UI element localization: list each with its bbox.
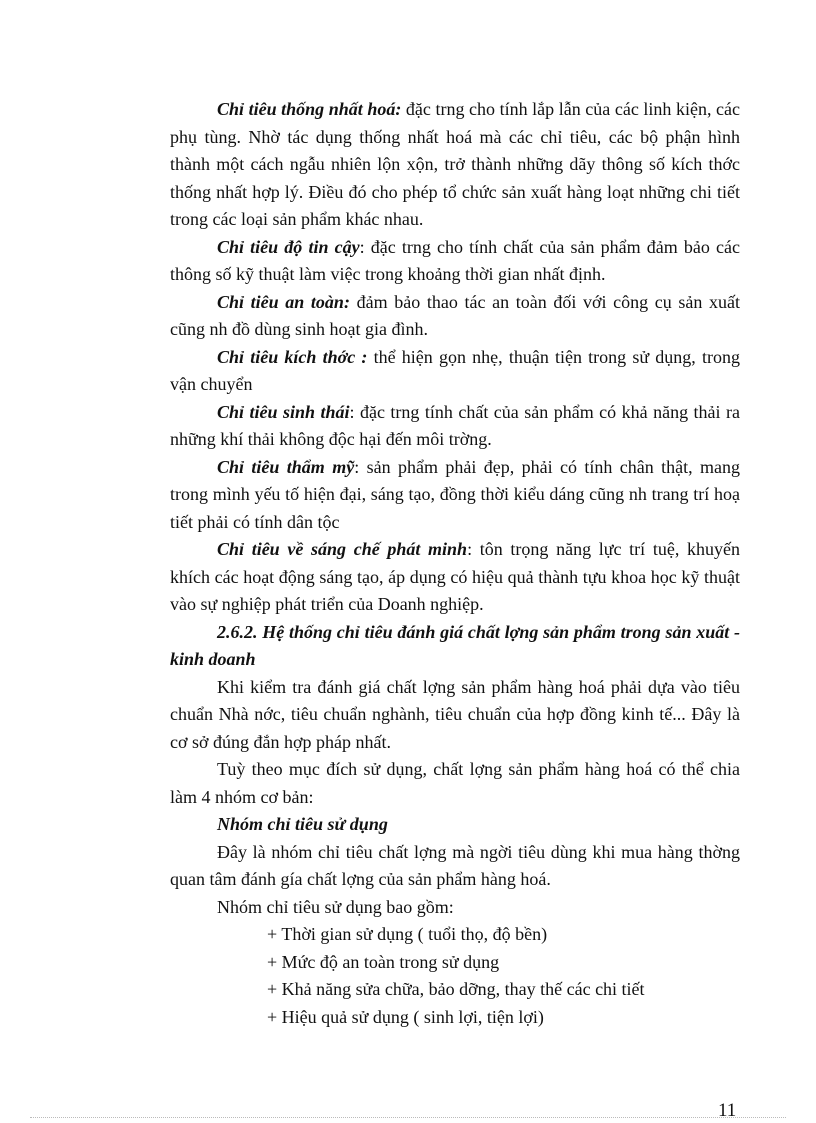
term-unification: Chỉ tiêu thống nhất hoá:: [217, 99, 402, 119]
text-unification: đặc trng cho tính lắp lẫn của các linh kiện, các phụ tùng. Nhờ tác dụng thống nhất hoá mà các chỉ tiêu, các bộ phận hình thành một cách ngẫu nhiên lộn xộn, trở thành những dãy thông số kích thớc thống nhất hợp lý. Điều đó cho phép tổ chức sản xuất hàng loạt những chi tiết trong các loại sản phẩm khác nhau.: [170, 99, 740, 229]
footer-divider: [30, 1117, 786, 1118]
text-aesthetics: : sản phẩm phải đẹp, phải có tính chân thật, mang trong mình yếu tố hiện đại, sáng tạo, đồng thời kiểu dáng cũng nh trang trí hoạ tiết phải có tính dân tộc: [170, 456, 741, 532]
paragraph-ecology: [170, 399, 740, 454]
text-ecology: : đặc trng tính chất của sản phẩm có khả năng thải ra những khí thải không độc hại đến môi trờng.: [170, 401, 740, 449]
text-reliability: : đặc trng cho tính chất của sản phẩm đảm bảo các thông số kỹ thuật làm việc trong khoảng thời gian nhất định.: [170, 236, 740, 284]
bullet-item: + Hiệu quả sử dụng ( sinh lợi, tiện lợi): [267, 1006, 544, 1027]
paragraph-reliability: [170, 234, 740, 289]
term-safety: Chỉ tiêu an toàn:: [217, 291, 350, 312]
group-paragraph-includes: Nhóm chỉ tiêu sử dụng bao gồm:: [217, 896, 454, 917]
text-safety: đảm bảo thao tác an toàn đối với công cụ sản xuất cũng nh đồ dùng sinh hoạt gia đình.: [170, 291, 740, 339]
body-paragraph-groups: Tuỳ theo mục đích sử dụng, chất lợng sản phẩm hàng hoá có thể chia làm 4 nhóm cơ bản:: [170, 759, 740, 807]
text-invention: : tôn trọng năng lực trí tuệ, khuyến khích các hoạt động sáng tạo, áp dụng có hiệu quả thành tựu khoa học kỹ thuật vào sự nghiệp phát triển của Doanh nghiệp.: [170, 539, 740, 614]
term-ecology: Chỉ tiêu sinh thái: [217, 401, 350, 422]
bullet-item: + Khả năng sửa chữa, bảo dỡng, thay thế các chi tiết: [267, 979, 645, 999]
page-number: 11: [718, 1100, 737, 1121]
paragraph-invention: [170, 536, 740, 619]
group-heading: Nhóm chỉ tiêu sử dụng: [217, 814, 388, 834]
term-reliability: Chỉ tiêu độ tin cậy: [217, 236, 360, 257]
text-size: thể hiện gọn nhẹ, thuận tiện trong sử dụng, trong vận chuyển: [170, 346, 740, 394]
term-size: Chỉ tiêu kích thớc :: [217, 346, 368, 367]
section-heading: 2.6.2. Hệ thống chỉ tiêu đánh giá chất lợng sản phẩm trong sản xuất - kinh doanh: [170, 621, 740, 669]
paragraph-size: [170, 344, 740, 399]
paragraph-unification: [170, 96, 740, 234]
paragraph-safety: [170, 289, 740, 344]
body-paragraph-standards: Khi kiểm tra đánh giá chất lợng sản phẩm hàng hoá phải dựa vào tiêu chuẩn Nhà nớc, tiêu chuẩn nghành, tiêu chuẩn của hợp đồng kinh tế... Đây là cơ sở đúng đắn hợp pháp nhất.: [170, 676, 740, 752]
term-invention: Chỉ tiêu về sáng chế phát minh: [217, 539, 468, 559]
bullet-item: + Mức độ an toàn trong sử dụng: [267, 951, 500, 972]
page-content: [170, 96, 740, 1031]
paragraph-aesthetics: [170, 454, 740, 537]
group-paragraph-definition: Đây là nhóm chỉ tiêu chất lợng mà ngời tiêu dùng khi mua hàng thờng quan tâm đánh gía chất lợng của sản phẩm hàng hoá.: [170, 841, 740, 889]
bullet-item: + Thời gian sử dụng ( tuổi thọ, độ bền): [267, 924, 548, 944]
term-aesthetics: Chỉ tiêu thẩm mỹ: [217, 456, 355, 477]
